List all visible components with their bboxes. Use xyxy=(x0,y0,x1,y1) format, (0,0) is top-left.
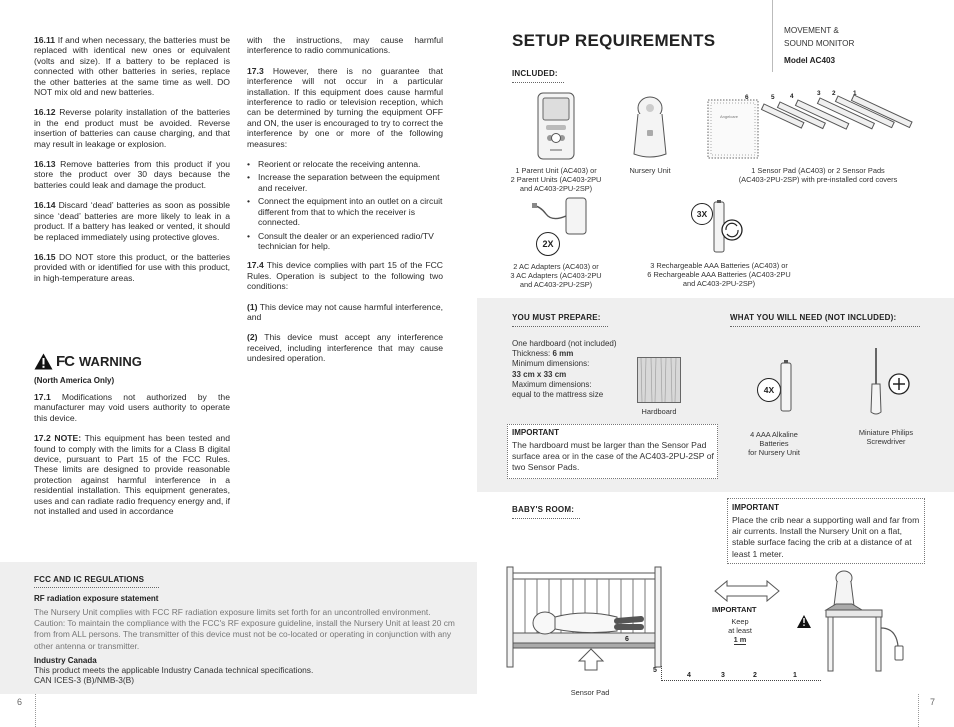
prepare-title: YOU MUST PREPARE: xyxy=(512,313,601,322)
floor-number: 2 xyxy=(753,672,757,679)
min-dimensions-label: Minimum dimensions: xyxy=(512,359,590,369)
need-title: WHAT YOU WILL NEED (NOT INCLUDED): xyxy=(730,313,897,322)
batteries-line: 3 Rechargeable AAA Batteries (AC403) or xyxy=(650,261,788,270)
aaa-line: for Nursery Unit xyxy=(748,448,800,457)
condition-1: (1) This device may not cause harmful interference, and xyxy=(247,301,443,322)
header-divider xyxy=(772,0,773,72)
floor-number: 1 xyxy=(793,672,797,679)
floor-number: 3 xyxy=(721,672,725,679)
crib-illustration xyxy=(505,565,665,671)
babys-room-title: BABY'S ROOM: xyxy=(512,505,575,514)
hardboard-label: Hardboard xyxy=(641,407,677,416)
hardboard-icon xyxy=(637,357,681,403)
warning-paragraphs xyxy=(34,392,230,516)
prepare-details xyxy=(512,339,617,400)
screwdriver-line: Screwdriver xyxy=(866,437,906,446)
rf-title: RF radiation exposure statement xyxy=(34,594,159,603)
adapters-line: 3 AC Adapters (AC403-2PU xyxy=(510,271,602,280)
paragraph-17-1: 17.1 Modifications not authorized by the manufacturer may void users authority to operate this device. xyxy=(34,392,230,423)
nursery-unit-label: Nursery Unit xyxy=(629,166,671,175)
prepare-underline xyxy=(512,326,608,327)
margin-line-left xyxy=(35,694,36,727)
keep-distance-value: 1 m xyxy=(733,635,747,644)
cover-number: 1 xyxy=(853,90,857,97)
keep-line: Keep xyxy=(731,617,749,626)
important-title: IMPORTANT xyxy=(712,605,757,614)
min-dimensions-value: 33 cm x 33 cm xyxy=(512,369,567,379)
max-dimensions-value: equal to the mattress size xyxy=(512,390,604,400)
batteries-line: 6 Rechargeable AAA Batteries (AC403-2PU xyxy=(647,270,791,279)
important-text: Place the crib near a supporting wall and far from air currents. Install the Nursery Unit on a flat, stable surface facing the crib at a distance of at least 1 meter. xyxy=(732,515,920,559)
product-line-2: SOUND MONITOR xyxy=(784,39,855,48)
svg-text:Angelcare: Angelcare xyxy=(720,114,739,119)
floor-number: 5 xyxy=(653,667,657,674)
cover-number: 5 xyxy=(771,94,775,101)
nursery-unit-icon xyxy=(632,96,668,160)
need-underline xyxy=(730,326,920,327)
paragraph-16-11: 16.11 If and when necessary, the batteries must be replaced with identical new ones or equivalent (volts and size). If a battery to be replaced is connected with other batteries in series, replace the other batteries at the same time as well. DO NOT mix old and new batteries. xyxy=(34,35,230,98)
aaa-battery-icon xyxy=(779,360,793,412)
page-title: SETUP REQUIREMENTS xyxy=(512,31,716,50)
cord-line xyxy=(661,680,821,681)
list-item: • Consult the dealer or an experienced radio/TV technician for help. xyxy=(247,231,443,252)
product-name xyxy=(784,24,854,50)
parent-unit-label xyxy=(497,166,615,193)
cover-number: 2 xyxy=(832,90,836,97)
aaa-line: 4 AAA Alkaline xyxy=(750,430,798,439)
cover-number: 6 xyxy=(745,94,749,101)
left-column-1 xyxy=(34,35,230,283)
warning-subtitle: (North America Only) xyxy=(34,376,115,385)
fc-logo: FC xyxy=(56,353,74,370)
paragraph-17-2: 17.2 NOTE: This equipment has been tested and found to comply with the limits for a Class B digital device, pursuant to Part 15 of the FCC Rules. These limits are designed to provide reasonable protection against harmful interference in a residential installation. This equipment generates, uses and can radiate radio frequency energy and, if not installed and used in accordance xyxy=(34,433,230,517)
paragraph-16-14: 16.14 Discard ‘dead’ batteries as soon as possible since ‘dead’ batteries are more likely to leak in a product. If a battery has leaked or vented, it should be replaced immediately using protective gloves. xyxy=(34,200,230,242)
nursery-table-illustration xyxy=(796,568,916,674)
paragraph-16-15: 16.15 DO NOT store this product, or the batteries provided with or identified for use with this product, in high-temperature areas. xyxy=(34,251,230,283)
parent-unit-icon xyxy=(537,92,575,160)
hardboard-note: One hardboard (not included) xyxy=(512,339,617,348)
aaa-count-badge: 4X xyxy=(757,378,781,402)
rechargeable-battery-icon xyxy=(710,200,746,254)
screwdriver-label xyxy=(848,428,924,446)
batteries-count-badge: 3X xyxy=(691,203,713,225)
adapters-line: and AC403-2PU-2SP) xyxy=(519,280,593,289)
left-column-2 xyxy=(247,35,443,364)
parent-unit-line: and AC403-2PU-2SP) xyxy=(519,184,593,193)
list-item: • Connect the equipment into an outlet on a circuit different from that to which the receiver is connected. xyxy=(247,196,443,227)
sensor-pad-caption: Sensor Pad xyxy=(570,688,610,697)
thickness xyxy=(512,349,617,359)
list-item: • Reorient or relocate the receiving antenna. xyxy=(247,159,443,169)
ic-code: CAN ICES-3 (B)/NMB-3(B) xyxy=(34,675,135,686)
title-underline xyxy=(34,587,159,588)
thickness-value: 6 mm xyxy=(552,349,574,359)
max-dimensions-label: Maximum dimensions: xyxy=(512,379,592,389)
page-number-right: 7 xyxy=(930,697,936,707)
product-line-1: MOVEMENT & xyxy=(784,26,839,35)
warning-title: WARNING xyxy=(79,354,142,369)
paragraph-16-13: 16.13 Remove batteries from this product if you store the product over 30 days because the batteries could leak and damage the product. xyxy=(34,159,230,190)
screwdriver-icon xyxy=(866,346,914,416)
screwdriver-line: Miniature Philips xyxy=(858,428,914,437)
included-title: INCLUDED: xyxy=(512,69,558,78)
distance-arrow-icon xyxy=(714,580,780,602)
rf-text: The Nursery Unit complies with FCC RF radiation exposure limits set forth for an uncontrolled environment. Caution: To maintain the compliance with the FCC's RF exposure guideline, install the Nursery Unit at least 20 cm from from ALL persons. The transmitter of this device must not be co-located or operating in conjunction with any other antenna or transmitter. xyxy=(34,607,455,651)
important-title: IMPORTANT xyxy=(732,503,779,512)
babys-room-underline xyxy=(512,518,580,519)
important-text: The hardboard must be larger than the Sensor Pad surface area or in the case of the AC403-2PU-2SP of two Sensor Pads. xyxy=(512,440,714,472)
adapters-label xyxy=(497,262,615,289)
floor-number: 4 xyxy=(687,672,691,679)
ic-title: Industry Canada xyxy=(34,655,97,665)
sensor-pad-line: 1 Sensor Pad (AC403) or 2 Sensor Pads xyxy=(751,166,885,175)
measures-list xyxy=(247,159,443,251)
paragraph-17-3: 17.3 However, there is no guarantee that interference will not occur in a particular installation. If this equipment does cause harmful interference to radio or television reception, which can be determined by turning the equipment OFF and ON, the user is encouraged to try to correct the interference by one or more of the following measures: xyxy=(247,65,443,149)
adapters-count-badge: 2X xyxy=(536,232,560,256)
warning-triangle-icon xyxy=(34,353,53,370)
list-item: • Increase the separation between the equipment and receiver. xyxy=(247,172,443,193)
cord-riser xyxy=(661,666,662,681)
adapters-line: 2 AC Adapters (AC403) or xyxy=(513,262,599,271)
thickness-label: Thickness: xyxy=(512,349,553,359)
batteries-label xyxy=(624,261,814,288)
sensor-pad-line: (AC403-2PU-2SP) with pre-installed cord covers xyxy=(738,175,898,184)
sensor-pad-label xyxy=(718,166,918,184)
aaa-line: Batteries xyxy=(759,439,789,448)
crib-number: 6 xyxy=(625,636,629,643)
keep-distance-label xyxy=(719,617,761,645)
ic-text: This product meets the applicable Industry Canada technical specifications. xyxy=(34,664,314,675)
model-number: Model AC403 xyxy=(784,56,836,65)
included-underline xyxy=(512,82,564,83)
paragraph-17-4: 17.4 This device complies with part 15 of the FCC Rules. Operation is subject to the following two conditions: xyxy=(247,260,443,292)
warning-heading xyxy=(34,353,230,370)
margin-line-right xyxy=(918,694,919,727)
aaa-label xyxy=(736,430,812,457)
keep-line: at least xyxy=(728,626,752,635)
paragraph-16-12: 16.12 Reverse polarity installation of the batteries in the end product must be avoided. Reverse insertion of batteries can cause charging, and that may result in leakage or explosion. xyxy=(34,107,230,149)
cover-number: 3 xyxy=(817,90,821,97)
fcc-ic-content xyxy=(34,569,459,686)
important-title: IMPORTANT xyxy=(512,428,559,437)
batteries-line: and AC403-2PU-2SP) xyxy=(682,279,756,288)
cover-number: 4 xyxy=(790,93,794,100)
parent-unit-line: 2 Parent Units (AC403-2PU xyxy=(510,175,602,184)
fcc-ic-title: FCC AND IC REGULATIONS xyxy=(34,575,145,584)
condition-2: (2) This device must accept any interference received, including interference that may cause undesired operation. xyxy=(247,332,443,364)
parent-unit-line: 1 Parent Unit (AC403) or xyxy=(515,166,597,175)
paragraph-continued: with the instructions, may cause harmful interference to radio communications. xyxy=(247,35,443,56)
page-number-left: 6 xyxy=(17,697,23,707)
